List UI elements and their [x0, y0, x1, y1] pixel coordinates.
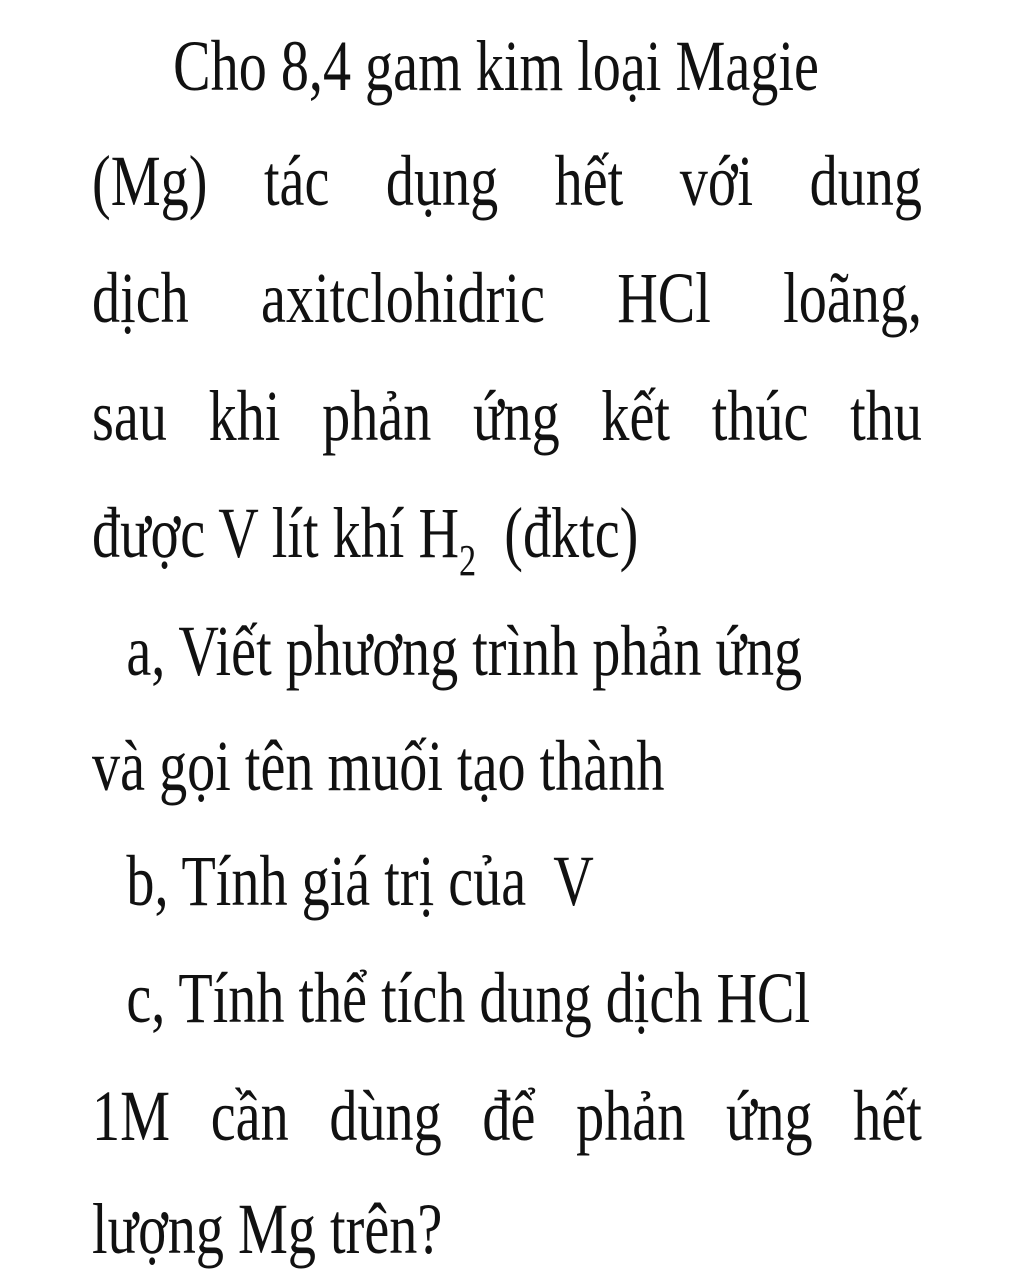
part-a-line-2: và gọi tên muối tạo thành — [92, 726, 665, 806]
word: (Mg) — [92, 141, 208, 221]
word: kết — [601, 376, 670, 456]
word: tác — [263, 141, 330, 221]
word: thu — [850, 376, 922, 456]
word: ứng — [725, 1076, 813, 1156]
word: axitclohidric — [261, 258, 545, 338]
part-b-line-1: b, Tính giá trị của V — [126, 841, 594, 921]
part-c-line-1: c, Tính thể tích dung dịch HCl — [126, 958, 811, 1038]
problem-line-2 — [92, 141, 922, 221]
word: hết — [554, 141, 624, 221]
word: với — [679, 141, 754, 221]
gas-prefix: được V lít khí H — [92, 493, 460, 573]
word: loãng, — [783, 258, 922, 338]
word: khi — [208, 376, 281, 456]
word: phản — [322, 376, 432, 456]
word: hết — [853, 1076, 922, 1156]
problem-line-5 — [92, 493, 639, 585]
word: cần — [210, 1076, 289, 1156]
word: dụng — [385, 141, 499, 221]
part-c-line-2 — [92, 1076, 922, 1156]
problem-line-3 — [92, 258, 922, 338]
word: dịch — [92, 258, 189, 338]
word: dung — [809, 141, 922, 221]
word: dùng — [329, 1076, 442, 1156]
word: sau — [92, 376, 167, 456]
condition-label: (đktc) — [504, 493, 639, 573]
word: thúc — [711, 376, 809, 456]
problem-line-4 — [92, 376, 922, 456]
part-c-line-3: lượng Mg trên? — [92, 1189, 443, 1269]
word: HCl — [617, 258, 711, 338]
word: để — [482, 1076, 536, 1156]
word: phản — [576, 1076, 686, 1156]
hydrogen-subscript: 2 — [459, 536, 477, 585]
problem-line-1: Cho 8,4 gam kim loại Magie — [173, 26, 819, 106]
part-a-line-1: a, Viết phương trình phản ứng — [126, 611, 803, 691]
word: 1M — [92, 1076, 171, 1156]
word: ứng — [473, 376, 560, 456]
